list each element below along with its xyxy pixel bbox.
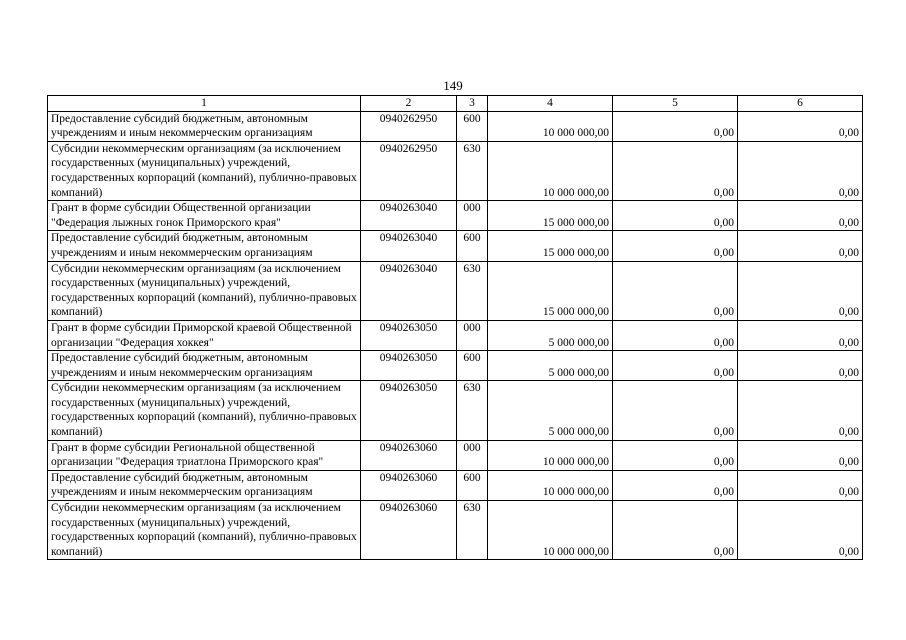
row-name-cell: Грант в форме субсидии Приморской краевой Общественной организации "Федерация хоккея"	[48, 320, 361, 350]
row-amount-col6: 0,00	[738, 111, 863, 141]
row-kind-cell: 000	[457, 201, 488, 231]
row-amount-col6: 0,00	[738, 201, 863, 231]
header-cell-4: 4	[488, 96, 613, 112]
row-code-cell: 0940263040	[361, 201, 457, 231]
row-amount-col5: 0,00	[613, 320, 738, 350]
row-name-cell: Грант в форме субсидии Региональной общественной организации "Федерация триатлона Приморского края"	[48, 440, 361, 470]
row-code-cell: 0940263040	[361, 261, 457, 320]
header-cell-3: 3	[457, 96, 488, 112]
table-row	[48, 231, 863, 261]
row-name-cell: Субсидии некоммерческим организациям (за исключением государственных (муниципальных) учреждений, государственных корпораций (компаний), публично-правовых компаний)	[48, 501, 361, 560]
row-amount-col5: 0,00	[613, 470, 738, 500]
row-name-cell: Предоставление субсидий бюджетным, автономным учреждениям и иным некоммерческим организациям	[48, 470, 361, 500]
row-amount-col5: 0,00	[613, 231, 738, 261]
row-kind-cell: 600	[457, 351, 488, 381]
table-row	[48, 501, 863, 560]
row-kind-cell: 630	[457, 501, 488, 560]
table-body	[48, 96, 863, 560]
row-name-cell: Предоставление субсидий бюджетным, автономным учреждениям и иным некоммерческим организациям	[48, 231, 361, 261]
row-amount-col4: 15 000 000,00	[488, 261, 613, 320]
row-name-cell: Предоставление субсидий бюджетным, автономным учреждениям и иным некоммерческим организациям	[48, 111, 361, 141]
row-amount-col5: 0,00	[613, 440, 738, 470]
row-amount-col4: 10 000 000,00	[488, 501, 613, 560]
row-amount-col4: 5 000 000,00	[488, 381, 613, 440]
row-code-cell: 0940262950	[361, 111, 457, 141]
row-name-cell: Субсидии некоммерческим организациям (за исключением государственных (муниципальных) учреждений, государственных корпораций (компаний), публично-правовых компаний)	[48, 261, 361, 320]
table-row	[48, 351, 863, 381]
row-amount-col4: 5 000 000,00	[488, 320, 613, 350]
row-kind-cell: 630	[457, 141, 488, 200]
table-row	[48, 261, 863, 320]
row-kind-cell: 600	[457, 231, 488, 261]
row-code-cell: 0940263060	[361, 470, 457, 500]
row-kind-cell: 600	[457, 470, 488, 500]
table-row	[48, 320, 863, 350]
row-code-cell: 0940263050	[361, 320, 457, 350]
header-cell-6: 6	[738, 96, 863, 112]
row-code-cell: 0940262950	[361, 141, 457, 200]
row-amount-col6: 0,00	[738, 381, 863, 440]
row-amount-col4: 15 000 000,00	[488, 201, 613, 231]
header-cell-2: 2	[361, 96, 457, 112]
row-amount-col6: 0,00	[738, 470, 863, 500]
row-amount-col4: 10 000 000,00	[488, 141, 613, 200]
row-amount-col4: 10 000 000,00	[488, 440, 613, 470]
table-row	[48, 141, 863, 200]
table-row	[48, 201, 863, 231]
budget-table	[47, 95, 863, 560]
row-code-cell: 0940263050	[361, 381, 457, 440]
table-row	[48, 470, 863, 500]
row-kind-cell: 600	[457, 111, 488, 141]
row-amount-col5: 0,00	[613, 141, 738, 200]
row-amount-col6: 0,00	[738, 320, 863, 350]
row-amount-col4: 10 000 000,00	[488, 111, 613, 141]
row-name-cell: Субсидии некоммерческим организациям (за исключением государственных (муниципальных) учреждений, государственных корпораций (компаний), публично-правовых компаний)	[48, 141, 361, 200]
row-amount-col6: 0,00	[738, 231, 863, 261]
row-kind-cell: 000	[457, 440, 488, 470]
row-name-cell: Субсидии некоммерческим организациям (за исключением государственных (муниципальных) учреждений, государственных корпораций (компаний), публично-правовых компаний)	[48, 381, 361, 440]
row-amount-col6: 0,00	[738, 351, 863, 381]
header-row	[48, 96, 863, 112]
row-amount-col4: 15 000 000,00	[488, 231, 613, 261]
row-code-cell: 0940263050	[361, 351, 457, 381]
row-code-cell: 0940263040	[361, 231, 457, 261]
table-row	[48, 440, 863, 470]
row-amount-col5: 0,00	[613, 111, 738, 141]
row-amount-col6: 0,00	[738, 440, 863, 470]
row-amount-col5: 0,00	[613, 201, 738, 231]
row-name-cell: Грант в форме субсидии Общественной организации "Федерация лыжных гонок Приморского края"	[48, 201, 361, 231]
row-amount-col6: 0,00	[738, 501, 863, 560]
row-amount-col6: 0,00	[738, 141, 863, 200]
row-name-cell: Предоставление субсидий бюджетным, автономным учреждениям и иным некоммерческим организациям	[48, 351, 361, 381]
header-cell-5: 5	[613, 96, 738, 112]
row-amount-col5: 0,00	[613, 381, 738, 440]
table-row	[48, 381, 863, 440]
table-row	[48, 111, 863, 141]
row-code-cell: 0940263060	[361, 440, 457, 470]
row-kind-cell: 630	[457, 381, 488, 440]
row-amount-col5: 0,00	[613, 501, 738, 560]
row-amount-col6: 0,00	[738, 261, 863, 320]
row-amount-col4: 10 000 000,00	[488, 470, 613, 500]
header-cell-1: 1	[48, 96, 361, 112]
row-kind-cell: 000	[457, 320, 488, 350]
row-code-cell: 0940263060	[361, 501, 457, 560]
row-amount-col4: 5 000 000,00	[488, 351, 613, 381]
row-kind-cell: 630	[457, 261, 488, 320]
page-number: 149	[443, 78, 463, 93]
row-amount-col5: 0,00	[613, 261, 738, 320]
row-amount-col5: 0,00	[613, 351, 738, 381]
